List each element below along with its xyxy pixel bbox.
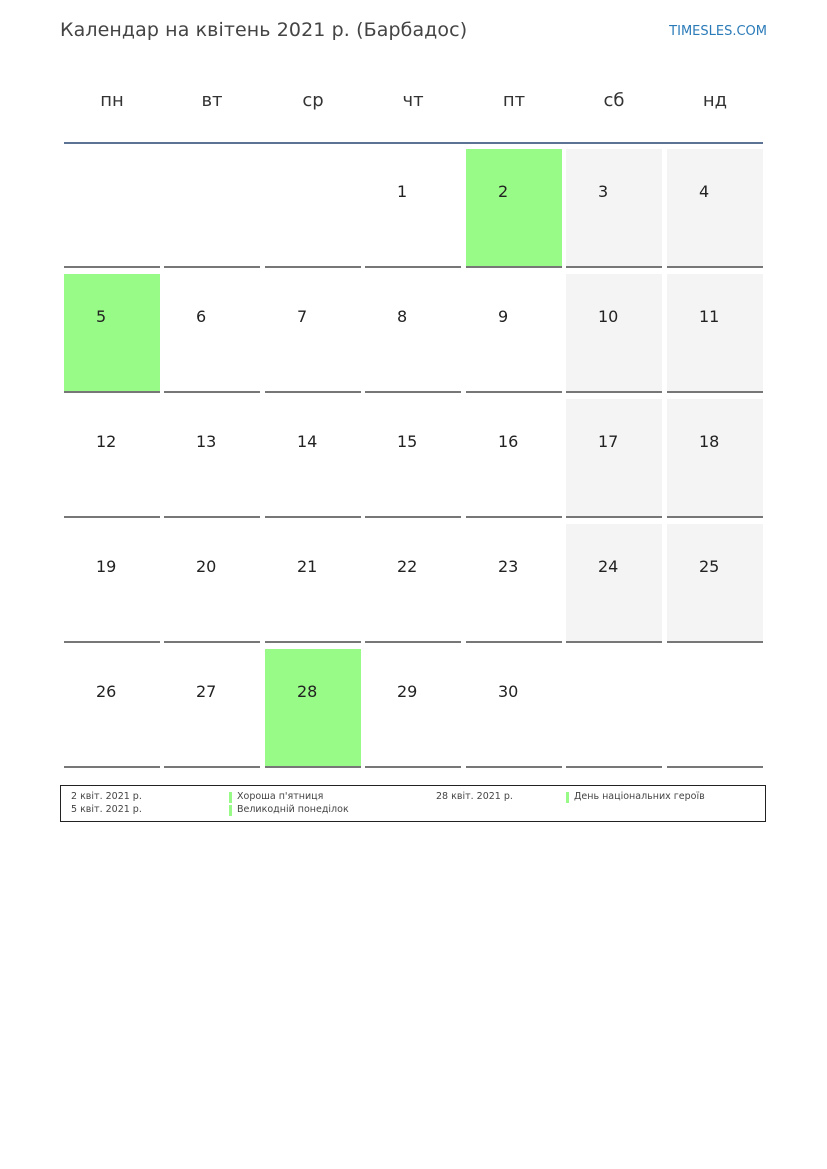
day-number: 17 [598, 432, 619, 451]
weekday-tue: вт [201, 90, 223, 111]
holiday-color-marker [229, 805, 232, 816]
empty-day-cell [164, 149, 260, 268]
day-cell [265, 274, 361, 393]
day-cell [566, 524, 662, 643]
day-cell [667, 149, 763, 268]
day-number: 15 [397, 432, 418, 451]
day-cell [667, 399, 763, 518]
holiday-legend [60, 785, 766, 822]
weekday-wed: ср [302, 90, 324, 111]
day-number: 10 [598, 307, 619, 326]
day-number: 14 [297, 432, 318, 451]
header-divider [64, 142, 763, 144]
brand-link[interactable]: TIMESLES.COM [669, 24, 767, 39]
day-cell [265, 399, 361, 518]
legend-date: 2 квіт. 2021 р. [71, 791, 142, 802]
day-number: 25 [699, 557, 720, 576]
day-number: 9 [498, 307, 509, 326]
weekday-sat: сб [603, 90, 625, 111]
day-cell [265, 524, 361, 643]
day-number: 12 [96, 432, 117, 451]
day-number: 5 [96, 307, 107, 326]
legend-date: 5 квіт. 2021 р. [71, 804, 142, 815]
weekday-sun: нд [702, 90, 728, 111]
day-number: 16 [498, 432, 519, 451]
day-cell [64, 399, 160, 518]
day-number: 27 [196, 682, 217, 701]
day-cell [466, 399, 562, 518]
day-number: 3 [598, 182, 609, 201]
day-cell [64, 524, 160, 643]
day-cell [365, 149, 461, 268]
day-cell [466, 649, 562, 768]
day-number: 11 [699, 307, 720, 326]
day-cell [466, 524, 562, 643]
day-cell [365, 649, 461, 768]
day-cell [667, 274, 763, 393]
day-number: 7 [297, 307, 308, 326]
empty-day-cell [265, 149, 361, 268]
day-number: 21 [297, 557, 318, 576]
day-cell [64, 649, 160, 768]
day-number: 20 [196, 557, 217, 576]
holiday-color-marker [229, 792, 232, 803]
day-number: 18 [699, 432, 720, 451]
day-number: 1 [397, 182, 408, 201]
weekday-mon: пн [100, 90, 124, 111]
day-number: 4 [699, 182, 710, 201]
empty-day-cell [64, 149, 160, 268]
holiday-day-cell [466, 149, 562, 268]
day-cell [365, 399, 461, 518]
day-number: 6 [196, 307, 207, 326]
weekday-fri: пт [502, 90, 526, 111]
weekday-thu: чт [402, 90, 424, 111]
day-number: 13 [196, 432, 217, 451]
holiday-day-cell [64, 274, 160, 393]
day-number: 2 [498, 182, 509, 201]
day-cell [365, 274, 461, 393]
day-cell [466, 274, 562, 393]
day-number: 23 [498, 557, 519, 576]
day-number: 8 [397, 307, 408, 326]
legend-holiday-name: Великодній понеділок [237, 804, 349, 815]
day-number: 28 [297, 682, 318, 701]
day-cell [566, 399, 662, 518]
day-cell [164, 274, 260, 393]
day-number: 19 [96, 557, 117, 576]
empty-day-cell [566, 649, 662, 768]
day-number: 24 [598, 557, 619, 576]
day-cell [164, 649, 260, 768]
day-number: 30 [498, 682, 519, 701]
holiday-day-cell [265, 649, 361, 768]
day-cell [566, 149, 662, 268]
weekday-header-row [64, 90, 763, 120]
day-cell [164, 399, 260, 518]
page-title: Календар на квітень 2021 р. (Барбадос) [60, 19, 468, 41]
empty-day-cell [667, 649, 763, 768]
day-number: 22 [397, 557, 418, 576]
legend-holiday-name: Хороша п'ятниця [237, 791, 324, 802]
day-cell [164, 524, 260, 643]
holiday-color-marker [566, 792, 569, 803]
day-number: 29 [397, 682, 418, 701]
legend-holiday-name: День національних героїв [574, 791, 705, 802]
day-cell [566, 274, 662, 393]
day-cell [365, 524, 461, 643]
day-cell [667, 524, 763, 643]
day-number: 26 [96, 682, 117, 701]
legend-date: 28 квіт. 2021 р. [436, 791, 513, 802]
